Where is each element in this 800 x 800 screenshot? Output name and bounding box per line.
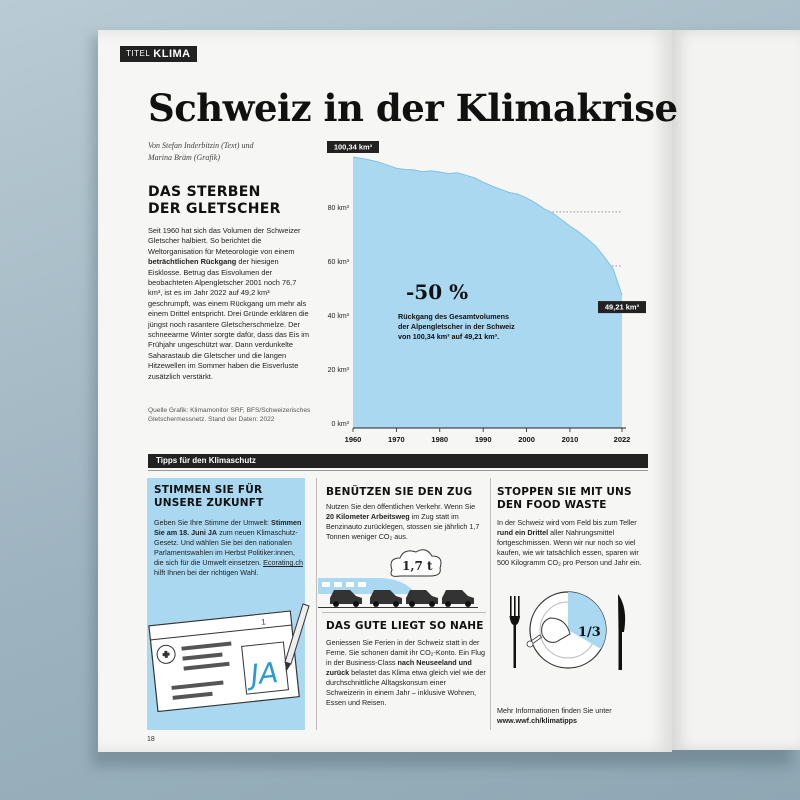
chart-source-line-1: Quelle Grafik: Klimamonitor SRF, BFS/Schweizerisches: [148, 407, 311, 414]
glacier-body-text: [148, 226, 312, 382]
plate-fraction-label: 1/3: [578, 625, 601, 640]
train-tip-bold: 20 Kilometer Arbeitsweg: [326, 512, 410, 521]
travel-tip-part-2: belastet das Klima etwa gleich viel wie der durchschnittliche Alltagskonsum einer Schweizerin in einem Jahr – inklusive Wohnen, Essen und Reisen.: [326, 668, 486, 707]
byline: [148, 140, 318, 164]
annotation-line-1: Rückgang des Gesamtvolumens: [398, 312, 510, 321]
train-tip-part-2: im Zug statt im Benzinauto zurücklegen, stossen sie jährlich 1,7 Tonnen weniger CO₂ aus.: [326, 512, 480, 541]
glacier-body-bold: beträchtlichen Rückgang: [148, 257, 237, 267]
annotation-percent: -50 %: [406, 280, 469, 304]
chart-source: [148, 406, 316, 424]
ballot-ja: JA: [248, 655, 280, 692]
glacier-heading-line-1: DAS STERBEN: [148, 184, 261, 200]
annotation-line-3: von 100,34 km³ auf 49,21 km³.: [398, 332, 500, 341]
food-tip-heading: [497, 486, 647, 512]
vote-tip-part-1: Geben Sie Ihre Stimme der Umwelt:: [154, 518, 272, 527]
y-tick-label: 60 km³: [327, 258, 349, 266]
vote-tip-bold: Stimmen Sie am 18. Juni JA: [154, 518, 302, 537]
more-info: [497, 706, 657, 726]
x-tick-label: 1990: [474, 435, 492, 444]
column-divider: [322, 612, 486, 613]
more-info-line: Mehr Informationen finden Sie unter: [497, 706, 612, 715]
car-icon: [442, 590, 474, 607]
tips-divider: [148, 470, 648, 471]
annotation-line-2: der Alpengletscher in der Schweiz: [398, 322, 515, 331]
ballot-number: 1: [260, 617, 267, 627]
more-info-url[interactable]: www.wwf.ch/klimatipps: [497, 716, 578, 725]
y-tick-label: 80 km³: [327, 204, 349, 212]
section-tag-small: TITEL: [126, 49, 151, 58]
x-axis-ticks: [345, 428, 631, 444]
food-tip-part-1: In der Schweiz wird vom Feld bis zum Teller: [497, 518, 637, 527]
train-cars-illustration: [318, 546, 488, 610]
ballot-illustration: [147, 590, 312, 730]
plate-illustration: [500, 588, 640, 678]
food-tip-heading-line-1: STOPPEN SIE MIT UNS: [497, 486, 632, 498]
vote-tip-body: [154, 518, 304, 578]
start-value-label: 100,34 km³: [333, 142, 373, 152]
travel-tip-body: [326, 638, 486, 708]
glacier-heading: [148, 184, 308, 218]
x-tick-label: 1970: [388, 435, 405, 444]
travel-tip-heading: DAS GUTE LIEGT SO NAHE: [326, 620, 484, 632]
page-title: Schweiz in der Klimakrise: [148, 86, 678, 130]
end-value-label: 49,21 km³: [604, 302, 640, 312]
x-tick-label: 1980: [431, 435, 449, 444]
train-tip-heading: BENÜTZEN SIE DEN ZUG: [326, 486, 473, 498]
right-page: [672, 30, 800, 750]
food-tip-heading-line-2: DEN FOOD WASTE: [497, 499, 607, 511]
y-tick-label: 20 km³: [327, 366, 349, 374]
train-icon: [318, 578, 416, 594]
glacier-volume-chart: [320, 132, 655, 460]
ecorating-link[interactable]: Ecorating.ch: [263, 558, 304, 567]
food-tip-part-2: aller Nahrungsmittel fortgeschmissen. Wenn wir nur noch so viel kaufen, wie wir tatsächlich essen, sparen wir 500 Kilogramm CO₂ pro Person und Jahr ein.: [497, 528, 642, 567]
fork-icon: [510, 596, 521, 668]
tips-label: Tipps für den Klimaschutz: [156, 456, 256, 465]
section-tag: [120, 46, 197, 62]
start-value-callout: [327, 141, 379, 153]
byline-line-1: Von Stefan Inderbitzin (Text) und: [148, 141, 254, 150]
cloud-label: 1,7 t: [402, 559, 433, 573]
byline-line-2: Marina Bräm (Grafik): [148, 153, 220, 162]
page-number: 18: [147, 736, 155, 743]
train-tip-body: [326, 502, 484, 542]
end-value-callout: [598, 301, 646, 313]
y-axis-ticks: [328, 205, 350, 428]
y-tick-label: 40 km³: [327, 312, 349, 320]
x-tick-label: 1960: [344, 435, 362, 444]
vote-tip-heading-line-1: STIMMEN SIE FÜR: [154, 484, 263, 496]
x-tick-label: 2000: [518, 435, 535, 444]
cloud-icon: [391, 550, 441, 577]
glacier-body-part-2: der hiesigen Eisklosse. Betrug das Eisvolumen der beobachteten Alpengletscher 2001 noch 76,7 km³, ist es im Jahr 2022 auf 49,2 km³ geschrumpft, was einem Rückgang um mehr als einem Drittel entspricht. Drei Gründe erklären die jüngst noch rasantere Gletscherschmelze. Der schneearme Winter sorgte dafür, dass das Eis im Frühjahr ungeschützt war. Dann verdunkelte Saharastaub die Gletscher und die langen Hitzewellen im Sommer haben die Eisverluste zusätzlich verstärkt.: [148, 257, 310, 381]
x-tick-label: 2010: [561, 435, 579, 444]
vote-tip-part-3: hilft Ihnen bei der richtigen Wahl.: [154, 568, 259, 577]
chart-area: [353, 157, 622, 428]
chart-source-line-2: Gletschermessnetz. Stand der Daten: 2022: [148, 416, 275, 423]
column-divider: [316, 478, 317, 730]
x-tick-label: 2022: [613, 435, 631, 444]
train-tip-part-1: Nutzen Sie den öffentlichen Verkehr. Wenn Sie: [326, 502, 476, 511]
travel-tip-bold: nach Neuseeland und zurück: [326, 658, 472, 677]
car-icon: [406, 590, 438, 607]
glacier-body-part-1: Seit 1960 hat sich das Volumen der Schweizer Gletscher halbiert. So berichtet die Weltorganisation für Meteorologie von einem: [148, 226, 301, 256]
vote-tip-heading: [154, 484, 304, 510]
travel-tip-part-1: Geniessen Sie Ferien in der Schweiz statt in der Ferne. Sie schonen damit ihr CO₂-Konto. Ein Flug in der Business-Class: [326, 638, 485, 667]
section-tag-label: KLIMA: [153, 48, 191, 60]
y-tick-label: 0 km³: [331, 421, 349, 428]
food-tip-body: [497, 518, 647, 568]
column-divider: [490, 478, 491, 730]
knife-icon: [618, 594, 625, 670]
vote-tip-part-2: zum neuen Klimaschutz-Gesetz. Und wählen Sie bei den nationalen Parlamentswahlen im Herbst Politiker:innen, die sich für die Umwelt einsetzen.: [154, 528, 298, 567]
glacier-heading-line-2: DER GLETSCHER: [148, 201, 281, 217]
vote-tip-heading-line-2: UNSERE ZUKUNFT: [154, 497, 264, 509]
food-tip-bold: rund ein Drittel: [497, 528, 549, 537]
